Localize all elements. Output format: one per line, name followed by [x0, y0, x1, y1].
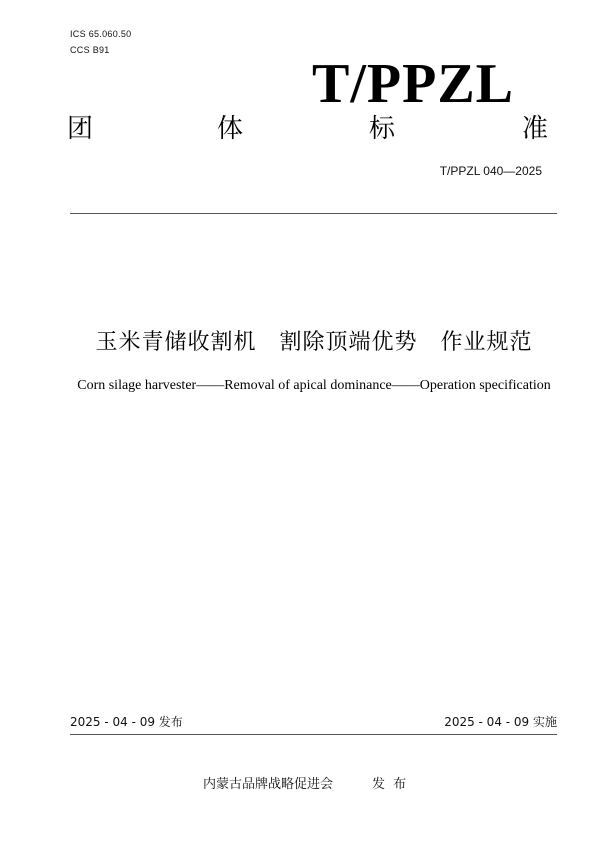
publish-date: 2025 - 04 - 09 发布 [70, 715, 183, 729]
ics-code: ICS 65.060.50 [70, 29, 132, 39]
category-char: 团 [67, 114, 94, 144]
category-char: 体 [217, 114, 244, 144]
issuer-name: 内蒙古品牌战略促进会 [203, 777, 334, 792]
document-title-english: Corn silage harvester——Removal of apical dominance——Operation specification [77, 378, 551, 393]
category-char: 标 [369, 114, 396, 144]
bottom-divider [70, 734, 557, 735]
top-divider [70, 213, 557, 214]
standard-brand-code: T/PPZL [312, 53, 515, 115]
implement-date: 2025 - 04 - 09 实施 [444, 715, 557, 729]
ccs-code: CCS B91 [70, 45, 110, 55]
document-title-chinese: 玉米青储收割机 割除顶端优势 作业规范 [95, 330, 533, 355]
category-char: 准 [522, 114, 549, 144]
issuer-action: 发 布 [372, 777, 409, 792]
standard-number: T/PPZL 040—2025 [439, 164, 542, 178]
